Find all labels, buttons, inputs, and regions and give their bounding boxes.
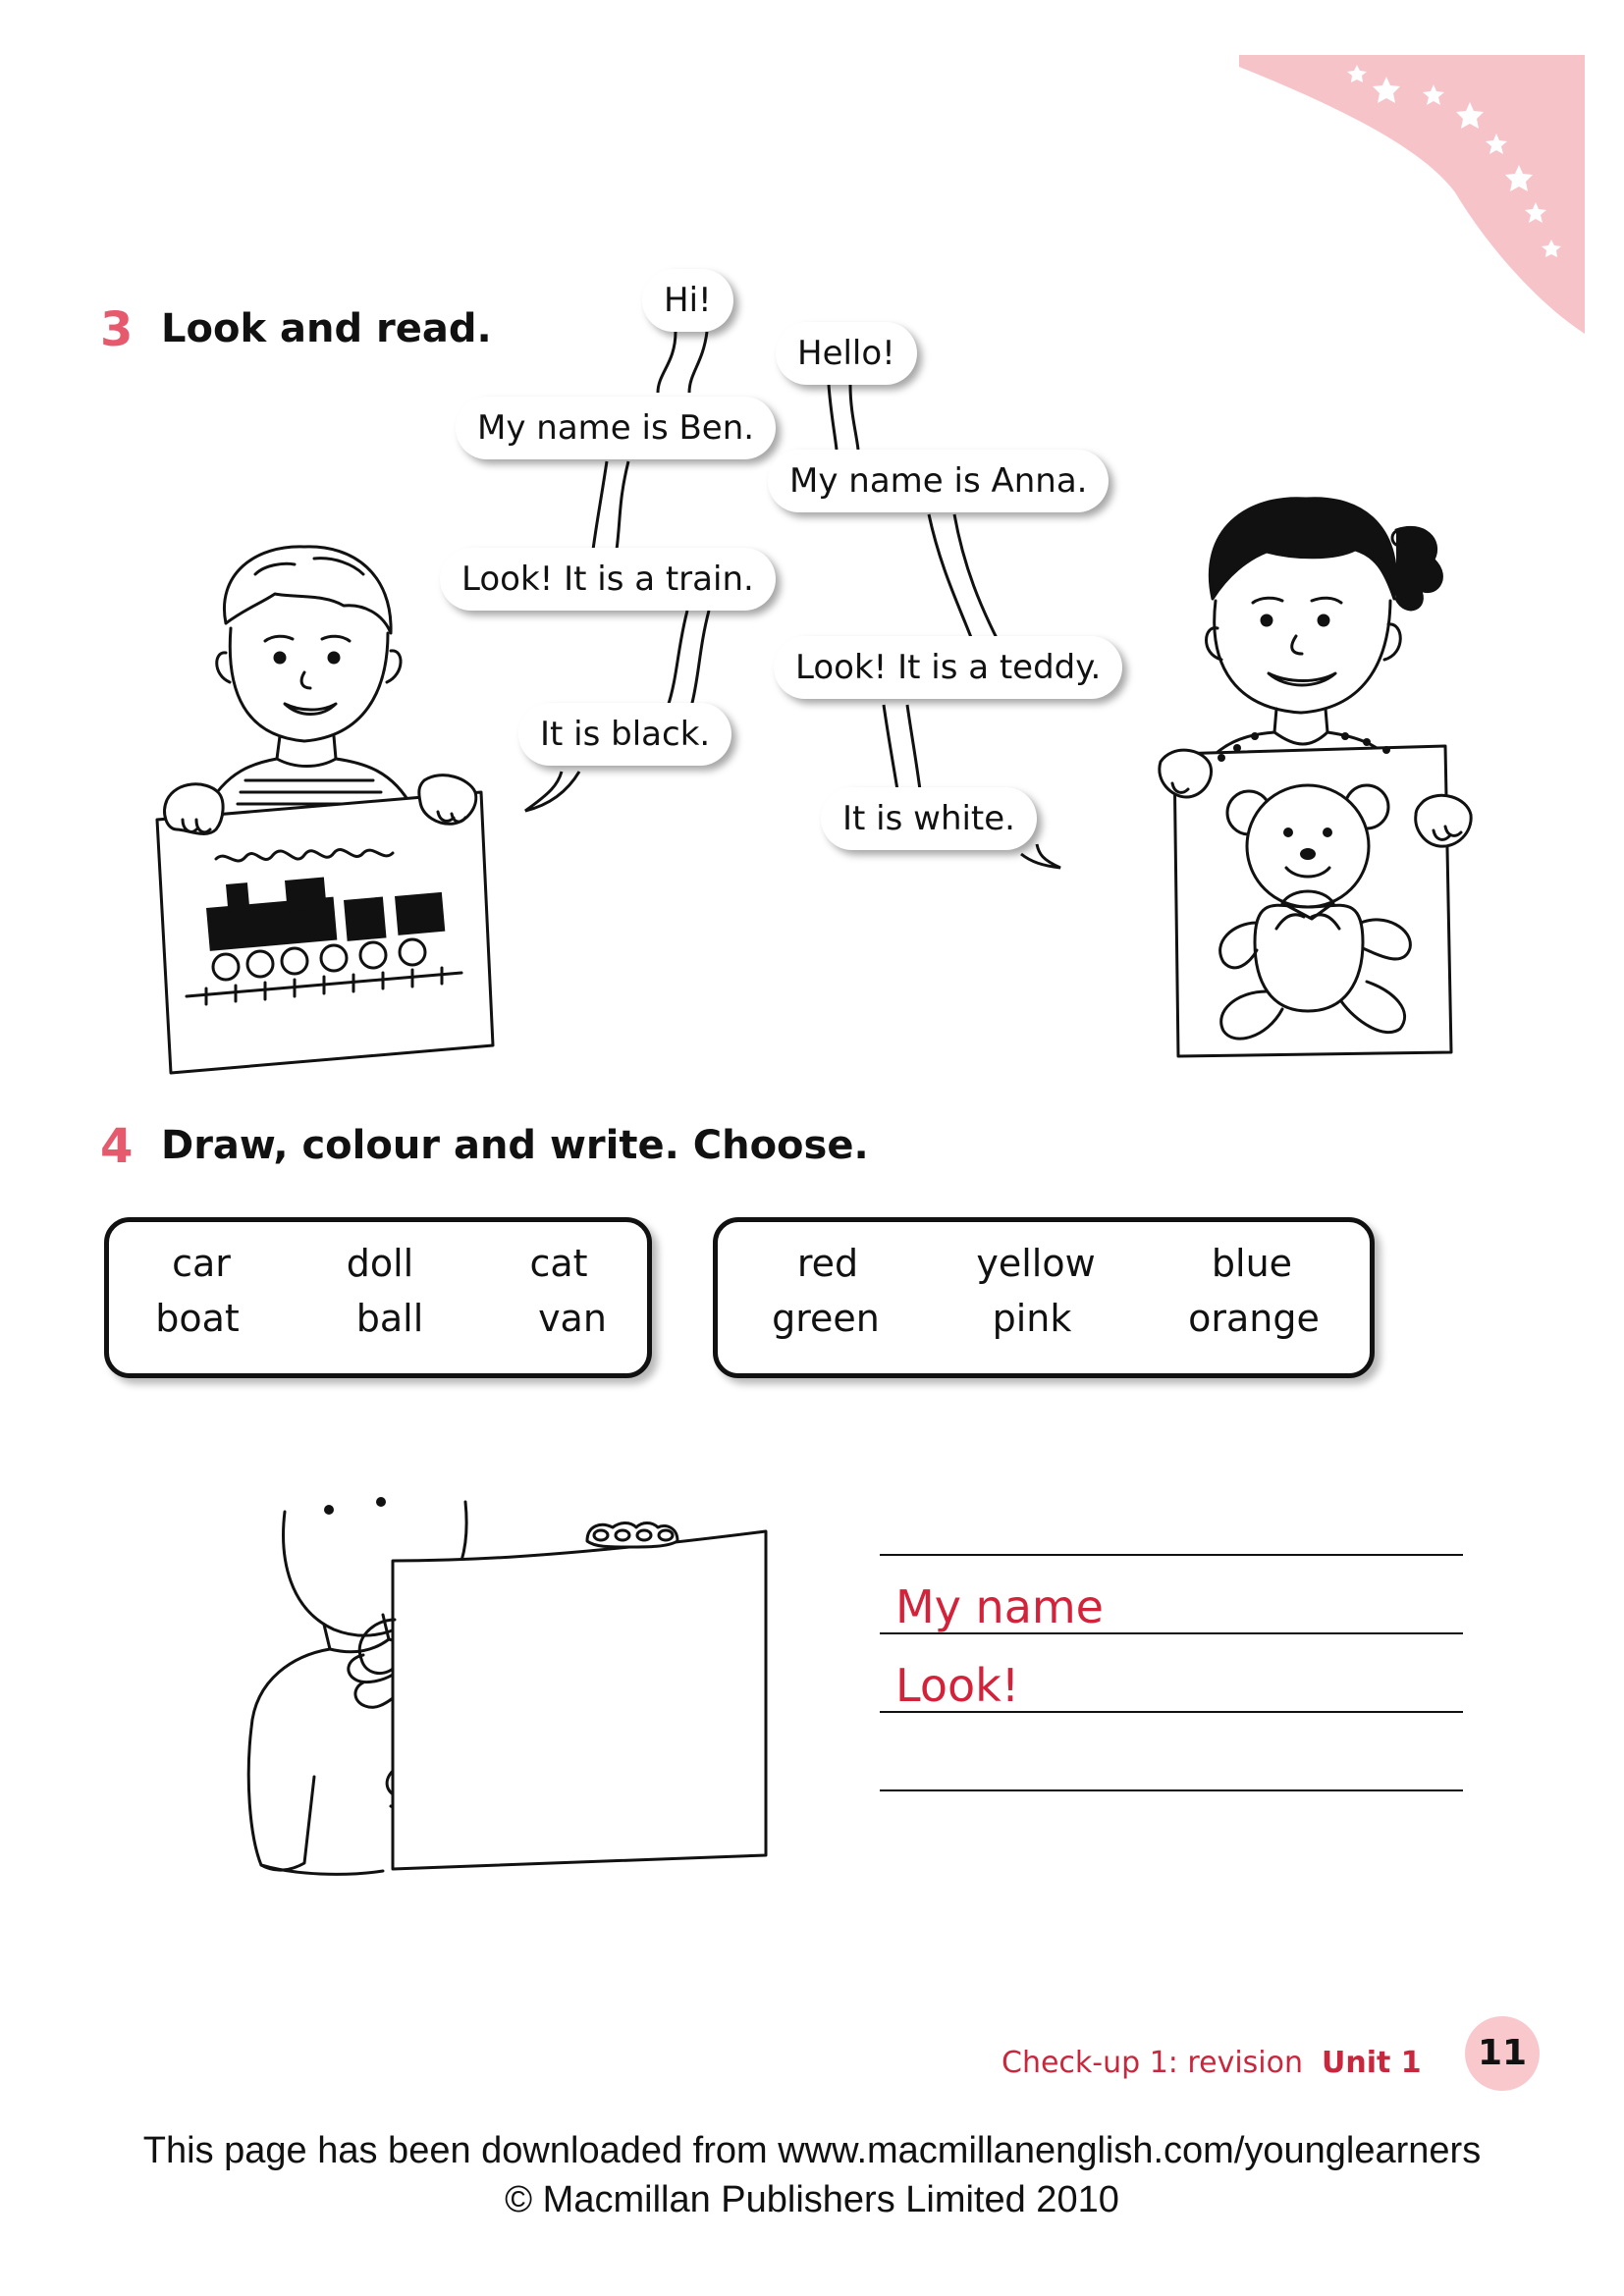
girl-with-teddy-illustration — [1139, 491, 1492, 1060]
handwriting-look: Look! — [895, 1659, 1020, 1712]
boy-with-train-illustration — [147, 535, 520, 1085]
exercise-4-number: 4 — [100, 1119, 134, 1174]
download-note: This page has been downloaded from www.macmillanenglish.com/younglearners — [142, 2130, 1482, 2171]
toys-word-box — [104, 1217, 652, 1378]
word-toy: boat — [155, 1297, 240, 1340]
speech-bubble-ben-name: My name is Ben. — [456, 397, 776, 459]
handwriting-my-name: My name — [895, 1580, 1104, 1633]
speech-bubble-ben-hi: Hi! — [642, 269, 733, 332]
word-toy: car — [172, 1242, 231, 1285]
word-colour: blue — [1211, 1242, 1293, 1285]
word-colour: pink — [992, 1297, 1072, 1340]
word-colour: green — [772, 1297, 880, 1340]
speech-bubble-anna-hello: Hello! — [776, 322, 917, 385]
speech-bubble-anna-teddy: Look! It is a teddy. — [774, 636, 1122, 699]
word-toy: van — [538, 1297, 607, 1340]
word-colour: yellow — [976, 1242, 1096, 1285]
speech-bubble-ben-colour: It is black. — [518, 703, 731, 766]
word-toy: cat — [529, 1242, 588, 1285]
word-toy: ball — [355, 1297, 424, 1340]
speech-bubble-anna-name: My name is Anna. — [768, 450, 1109, 512]
word-colour: red — [796, 1242, 859, 1285]
footer-section-label: Check-up 1: revision — [1001, 2046, 1303, 2080]
copyright-note: © Macmillan Publishers Limited 2010 — [505, 2179, 1119, 2220]
writing-line — [880, 1554, 1463, 1556]
child-holding-blank-board-illustration — [236, 1482, 785, 1885]
word-toy: doll — [346, 1242, 414, 1285]
colours-word-box — [713, 1217, 1375, 1378]
speech-bubble-ben-train: Look! It is a train. — [440, 548, 776, 611]
page-number-badge: 11 — [1465, 2016, 1540, 2091]
exercise-4-instruction: Draw, colour and write. Choose. — [161, 1123, 869, 1168]
footer-unit-label: Unit 1 — [1322, 2046, 1422, 2080]
exercise-3-number: 3 — [100, 302, 134, 357]
exercise-3-instruction: Look and read. — [161, 306, 492, 351]
writing-line — [880, 1789, 1463, 1791]
word-colour: orange — [1188, 1297, 1320, 1340]
speech-bubble-anna-colour: It is white. — [821, 787, 1037, 850]
